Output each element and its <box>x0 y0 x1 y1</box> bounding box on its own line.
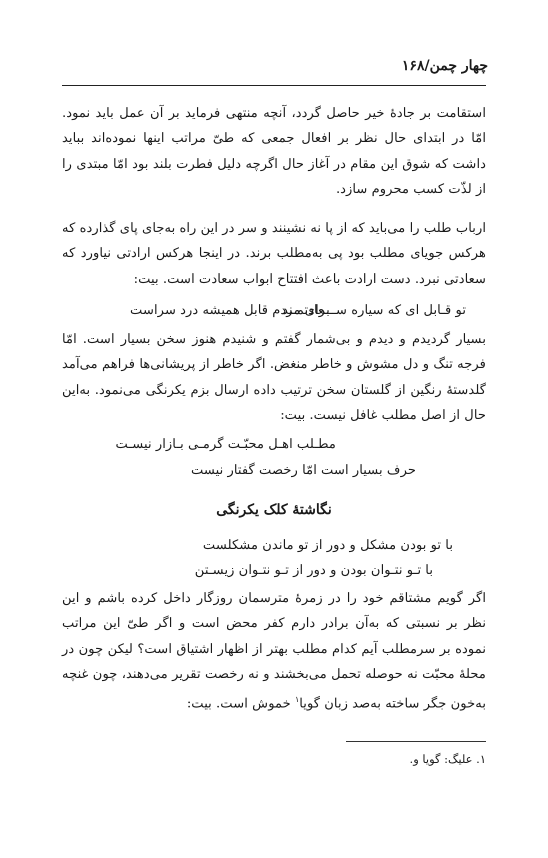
verse-5: با تـو نتـوان بودن و دور از تـو نتـوان زیسـتن <box>194 563 433 578</box>
running-header: چهار چمن/۱۶۸ <box>401 58 488 74</box>
section-heading: نگاشتهٔ کلک یکرنگی <box>216 502 332 518</box>
paragraph-1: استقامت بر جادهٔ خیر حاصل گردد، آنچه منتهی فرماید بر آن عمل باید نمود. امّا در ابتدای حال نظر بر افعال جمعی که طیّ مراتب اینها نموده‌اند بباید داشت که شوق این مقام در آغاز حال اگرچه دلیل فطرت بلند بود امّا مبتدی را از لذّت کسب محروم سازد. <box>62 106 486 197</box>
paragraph-4 <box>62 586 486 717</box>
footnote-marker: ۱ <box>294 695 300 705</box>
verse-1-right-hemistich: تو قـابل ای که سیاره ســـعادتمـند <box>282 303 466 318</box>
verse-4: با تو بودن مشکل و دور از تو ماندن مشکلست <box>202 538 453 553</box>
verse-2: مطـلب اهـل محبّـت گرمـی بـازار نیسـت <box>115 437 336 452</box>
header-rule <box>62 85 486 86</box>
verse-3: حرف بسیار است امّا رخصت گفتار نیست <box>190 463 416 478</box>
verse-1-left-hemistich: برای مردم قابل همیشه درد سراست <box>130 303 330 318</box>
footnote: ۱. علیگ: گویا و. <box>409 752 486 766</box>
paragraph-3: بسیار گردیدم و دیدم و بی‌شمار گفتم و شنیدم هنوز سخن بسیار است. امّا فرجه تنگ و دل مشوش و خاطر منغض. اگر خاطر از پریشانی‌ها فراهم می‌آمد گلدستهٔ رنگین از گلستان سخن ترتیب داده ارسال بزم یکرنگی می‌نمود. به‌این حال از اصل مطلب غافل نیست. بیت: <box>62 332 486 423</box>
paragraph-4-end: خموش است. بیت: <box>186 696 295 712</box>
paragraph-4-text: اگر گویم مشتاقم خود را در زمرهٔ مترسمان روزگار داخل کرده باشم و این نظر بر نسبتی که به‌آن برادر دارم کفر محض است و اگر طیّ این مراتب نموده بر سرمطلب آیم کدام مطلب بهتر از اظهار اشتیاق است؟ لیکن چون در محلهٔ محبّت نه حوصله تحمل می‌بخشند و نه رخصت تقریر می‌دهند، چون غنچه به‌خون جگر ساخته به‌صد زبان گویا <box>62 591 486 712</box>
paragraph-2: ارباب طلب را می‌باید که از پا نه نشینند و سر در این راه به‌جای پای گذارده که هرکس جویای مطلب بود پی به‌مطلب برند. در اینجا هرکس ارادتی نیاورد که سعادتی نبرد. دست ارادت باعث افتتاح ابواب سعادت است. بیت: <box>62 221 486 287</box>
footnote-rule <box>346 741 486 742</box>
